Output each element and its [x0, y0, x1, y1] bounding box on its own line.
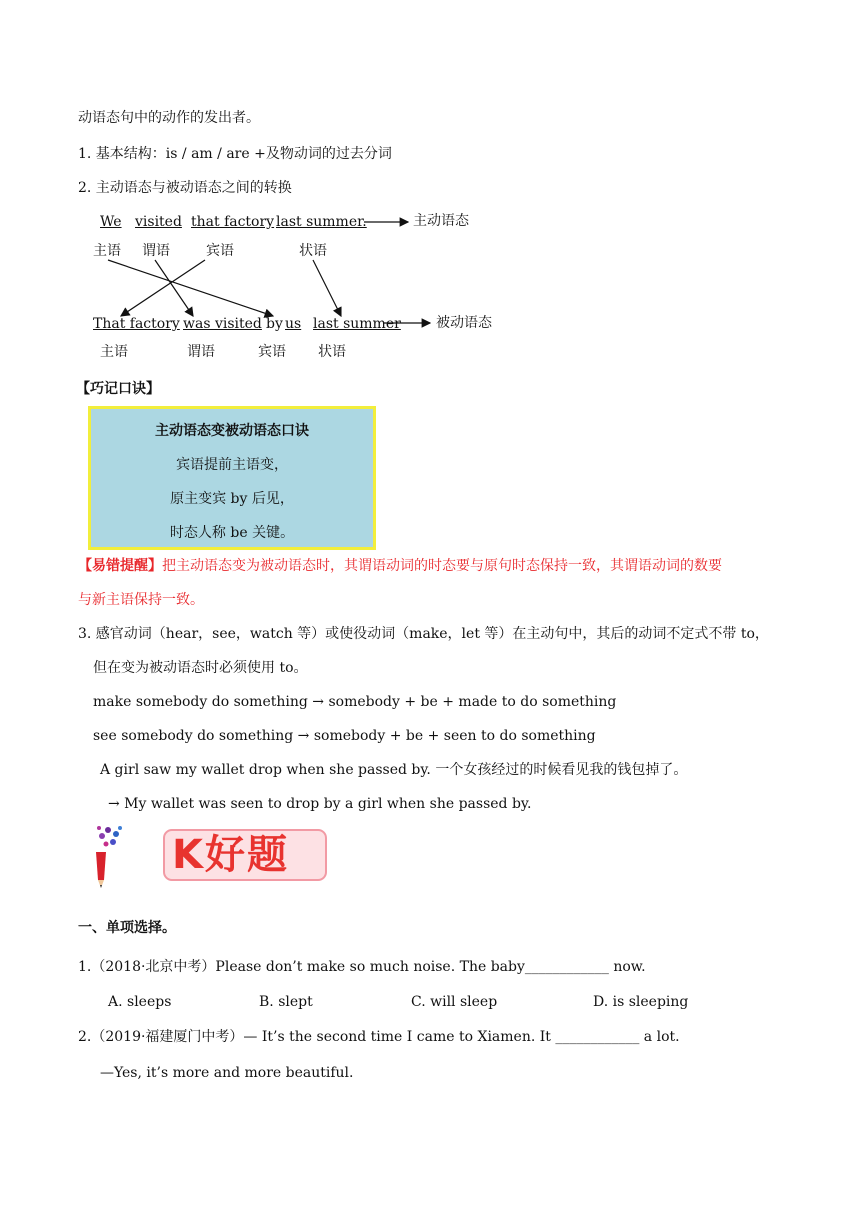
- warning-text-2: 与新主语保持一致。: [78, 592, 204, 608]
- passive-role-subject: 主语: [100, 344, 128, 360]
- active-subject: We: [100, 214, 122, 230]
- question-2-stem: 2.（2019·福建厦门中考）— It’s the second time I came to Xiamen. It ____________ a lot.: [78, 1029, 680, 1045]
- adverbial-to-adverbial-arrow: [313, 260, 341, 316]
- active-role-object: 宾语: [206, 243, 234, 259]
- passive-agent: us: [285, 316, 302, 332]
- active-role-subject: 主语: [93, 243, 121, 259]
- passive-by: by: [266, 316, 283, 332]
- passive-verb: was visited: [183, 316, 262, 332]
- mnemonic-line-3: 时态人称 be 关键。: [169, 525, 295, 541]
- verb-to-verb-arrow: [155, 260, 193, 316]
- rule-make: make somebody do something → somebody + be + made to do something: [93, 694, 617, 710]
- mnemonic-line-1: 宾语提前主语变，: [176, 457, 288, 473]
- banner-text: K好题: [172, 832, 289, 878]
- question-1-stem: 1.（2018·北京中考）Please don’t make so much noise. The baby____________ now.: [78, 959, 646, 975]
- mnemonic-line-2: 原主变宾 by 后见，: [170, 491, 294, 507]
- active-verb: visited: [135, 214, 182, 230]
- question-1-option-d: D. is sleeping: [593, 994, 689, 1010]
- active-voice-label: 主动语态: [413, 213, 469, 229]
- voice-conversion-arrows: [0, 0, 860, 400]
- active-object: that factory: [191, 214, 275, 230]
- active-role-adverbial: 状语: [299, 243, 327, 259]
- question-1-option-b: B. slept: [259, 994, 313, 1010]
- question-2-reply: —Yes, it’s more and more beautiful.: [100, 1065, 354, 1081]
- active-adverbial: last summer.: [276, 214, 367, 230]
- item-2-conversion: 2. 主动语态与被动语态之间的转换: [78, 180, 292, 196]
- example-active: A girl saw my wallet drop when she passed by. 一个女孩经过的时候看见我的钱包掉了。: [100, 762, 688, 778]
- warning-line-1: [78, 557, 722, 575]
- warning-text-1: 把主动语态变为被动语态时，其谓语动词的时态要与原句时态保持一致，其谓语动词的数要: [162, 558, 722, 574]
- passive-voice-label: 被动语态: [436, 315, 492, 331]
- passive-subject: That factory: [93, 316, 180, 332]
- section-title: 一、单项选择。: [78, 920, 176, 936]
- passive-role-adverbial: 状语: [318, 344, 346, 360]
- warning-label: 【易错提醒】: [78, 558, 162, 574]
- example-passive: → My wallet was seen to drop by a girl when she passed by.: [108, 796, 532, 812]
- item-3-line-1: 3. 感官动词（hear，see，watch 等）或使役动词（make，let 等）在主动句中，其后的动词不定式不带 to，: [78, 626, 769, 642]
- intro-line: 动语态句中的动作的发出者。: [78, 110, 260, 126]
- pen-logo-icon: [86, 822, 128, 890]
- passive-adverbial: last summer: [313, 316, 401, 332]
- good-questions-banner: [160, 826, 330, 884]
- item-3-line-2: 但在变为被动语态时必须使用 to。: [93, 660, 308, 676]
- rule-see: see somebody do something → somebody + be + seen to do something: [93, 728, 596, 744]
- tip-heading: 【巧记口诀】: [76, 381, 160, 397]
- mnemonic-title: 主动语态变被动语态口诀: [155, 423, 309, 439]
- item-1-basic-structure: 1. 基本结构：is / am / are +及物动词的过去分词: [78, 146, 392, 162]
- mnemonic-box: [88, 406, 376, 550]
- active-role-verb: 谓语: [142, 243, 170, 259]
- question-1-option-a: A. sleeps: [108, 994, 172, 1010]
- passive-role-verb: 谓语: [187, 344, 215, 360]
- question-1-option-c: C. will sleep: [411, 994, 498, 1010]
- passive-role-object: 宾语: [258, 344, 286, 360]
